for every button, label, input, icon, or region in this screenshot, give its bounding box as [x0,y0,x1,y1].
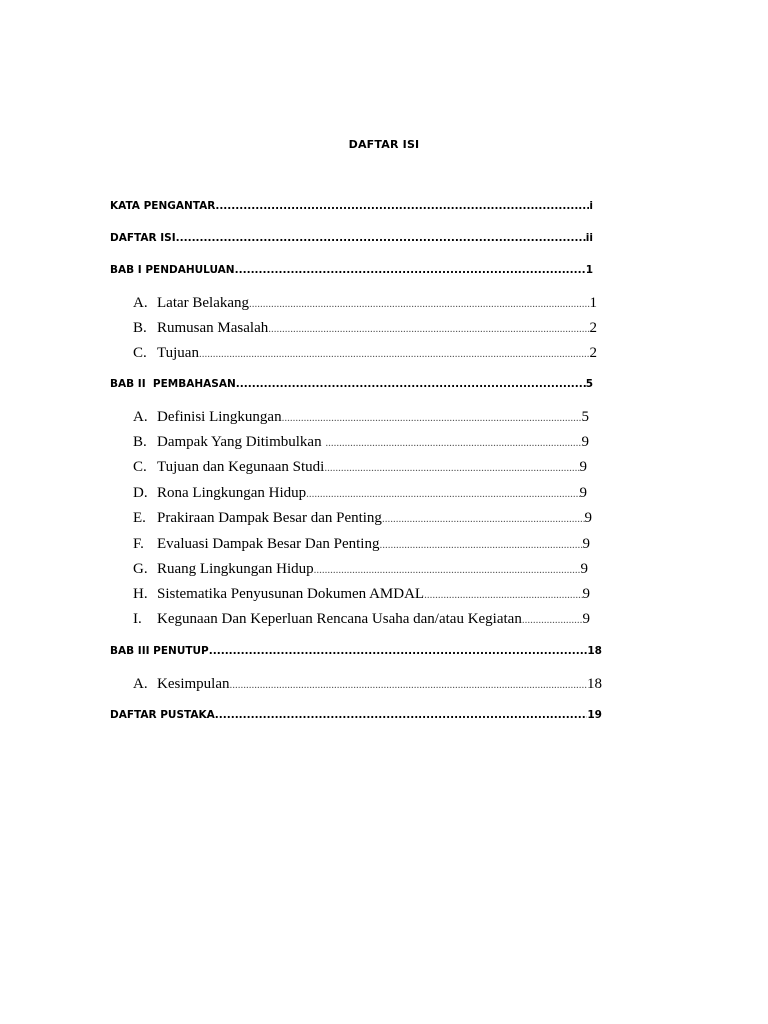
toc-leader [306,488,579,500]
toc-leader [314,564,581,576]
toc-leader [215,200,589,212]
toc-item [133,345,597,362]
toc-chapter-label: DAFTAR PUSTAKA [110,709,215,721]
toc-item [133,409,589,426]
toc-item-letter: D. [133,485,148,501]
toc-page-number: 1 [589,295,597,311]
toc-page-number: 9 [579,459,587,475]
toc-page-number: 18 [587,676,602,692]
toc-leader [324,462,579,474]
toc-item [133,459,587,476]
toc-page-number: 2 [589,345,597,361]
toc-leader [382,513,585,525]
toc-page-number: 1 [585,264,593,276]
toc-chapter-bab-3 [110,645,602,657]
toc-page-number: 9 [580,561,588,577]
toc-page-number: ii [585,232,593,244]
toc-page-number: 5 [585,378,593,390]
toc-item-letter: I. [133,611,142,627]
toc-item [133,611,590,628]
toc-item-label: Tujuan [157,345,199,361]
toc-chapter-daftar-pustaka [110,709,602,721]
toc-page-number: 9 [582,586,590,602]
toc-item-label: Ruang Lingkungan Hidup [157,561,314,577]
toc-leader [424,589,582,601]
toc-item-label: Evaluasi Dampak Besar Dan Penting [157,536,380,552]
toc-chapter-label: DAFTAR ISI [110,232,176,244]
toc-item [133,676,602,693]
toc-item-letter: A. [133,409,148,425]
toc-leader [199,348,590,360]
toc-item [133,320,597,337]
toc-item-letter: C. [133,345,147,361]
toc-leader [249,298,589,310]
toc-page-number: 2 [589,320,597,336]
toc-item [133,561,588,578]
toc-leader [282,412,582,424]
toc-item-label: Tujuan dan Kegunaan Studi [157,459,325,475]
toc-item-letter: F. [133,536,144,552]
toc-leader [209,645,588,657]
toc-leader [235,264,586,276]
toc-item-label: Sistematika Penyusunan Dokumen AMDAL [157,586,425,602]
toc-chapter-label: KATA PENGANTAR [110,200,216,212]
toc-chapter-kata-pengantar [110,200,593,212]
toc-item-letter: E. [133,510,146,526]
toc-page-number: i [589,200,593,212]
toc-leader [268,323,589,335]
toc-item-letter: B. [133,320,147,336]
toc-leader [215,709,588,721]
toc-item [133,586,590,603]
toc-item-label: Kegunaan Dan Keperluan Rencana Usaha dan/atau Kegiatan [157,611,522,627]
toc-page-number: 9 [579,485,587,501]
toc-item [133,434,589,451]
toc-item [133,295,597,312]
toc-page-number: 9 [582,611,590,627]
toc-leader [379,539,582,551]
toc-item-letter: A. [133,295,148,311]
toc-leader [522,614,583,626]
toc-page-number: 18 [587,645,602,657]
toc-chapter-bab-2 [110,378,593,390]
toc-item-label: Latar Belakang [157,295,250,311]
toc-item-label: Definisi Lingkungan [157,409,282,425]
toc-leader [236,378,586,390]
toc-chapter-bab-1 [110,264,593,276]
toc-item-label: Rona Lingkungan Hidup [157,485,307,501]
toc-chapter-daftar-isi [110,232,593,244]
toc-item-letter: C. [133,459,147,475]
toc-item-label: Prakiraan Dampak Besar dan Penting [157,510,382,526]
toc-item-letter: A. [133,676,148,692]
toc-chapter-label: BAB II PEMBAHASAN [110,378,236,390]
toc-leader [230,679,588,691]
toc-item [133,536,590,553]
toc-item-label: Kesimpulan [157,676,230,692]
toc-item-letter: B. [133,434,147,450]
toc-leader [325,437,581,449]
toc-page-number: 19 [587,709,602,721]
toc-page-number: 9 [584,510,592,526]
toc-item-label: Rumusan Masalah [157,320,269,336]
toc-chapter-label: BAB I PENDAHULUAN [110,264,235,276]
toc-page-number: 5 [581,409,589,425]
page-title: DAFTAR ISI [348,138,420,151]
toc-leader [176,232,586,244]
toc-page-number: 9 [582,536,590,552]
toc-item-label: Dampak Yang Ditimbulkan [157,434,326,450]
toc-item [133,485,587,502]
toc-chapter-label: BAB III PENUTUP [110,645,209,657]
toc-page-number: 9 [581,434,589,450]
toc-item-letter: H. [133,586,148,602]
toc-item-letter: G. [133,561,148,577]
toc-item [133,510,592,527]
